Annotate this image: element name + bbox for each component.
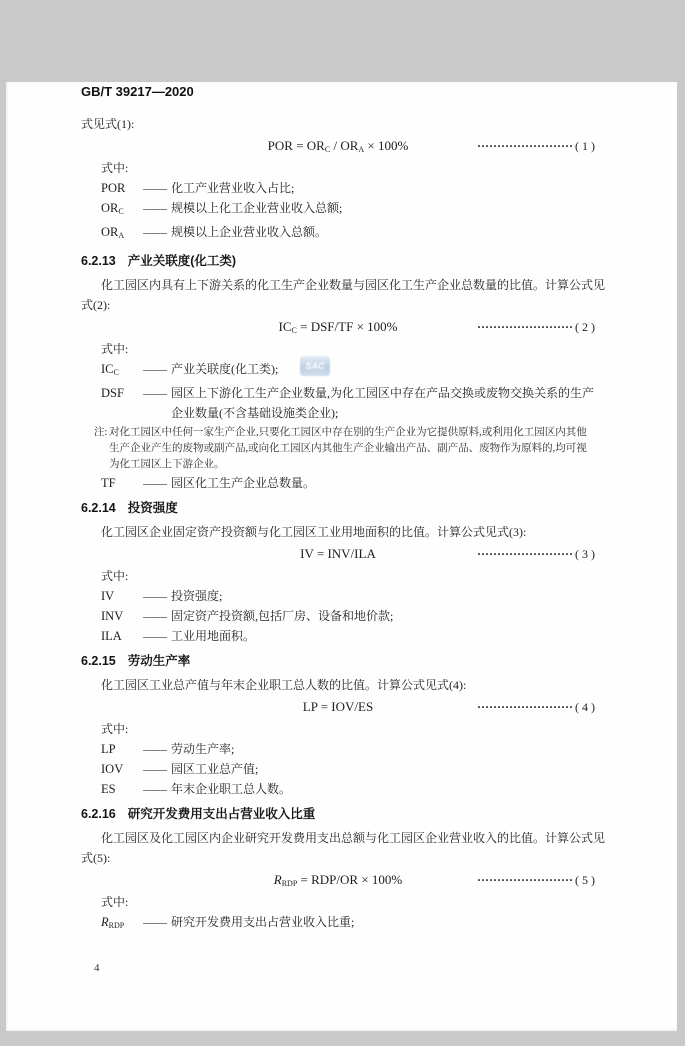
formula-4-leader (477, 697, 595, 717)
definition-text: 投资强度; (171, 589, 223, 603)
definition-term: $IC_C$ (101, 362, 119, 377)
formula-4 (81, 697, 595, 717)
section-paragraph-continuation: 式(5): (81, 851, 111, 865)
em-dash: —— (143, 782, 167, 796)
section-title: 投资强度 (127, 501, 178, 515)
formula-2-leader (477, 317, 595, 337)
definition-term: DSF (101, 386, 124, 400)
definition-text: 规模以上化工企业营业收入总额; (171, 201, 343, 215)
section-heading-6-2-15 (81, 651, 595, 671)
em-dash: —— (143, 742, 167, 756)
em-dash: —— (143, 181, 167, 195)
em-dash: —— (143, 362, 167, 376)
equation-number: ( 4 ) (575, 700, 595, 714)
formula-5 (81, 870, 595, 890)
equation-number: ( 2 ) (575, 320, 595, 334)
section-heading-6-2-16 (81, 804, 595, 824)
definition-row (81, 912, 595, 936)
section-number: 6.2.16 (81, 807, 116, 821)
definition-text: 规模以上企业营业收入总额。 (171, 225, 328, 239)
where-label: 式中: (101, 895, 129, 909)
definition-term: LP (101, 742, 116, 756)
document-page (6, 82, 677, 1031)
definition-row (81, 759, 595, 779)
formula-4-expression: LP = IOV/ES (302, 699, 374, 714)
definition-row (81, 586, 595, 606)
definition-text: 园区上下游化工生产企业数量,为化工园区中存在产品交换或废物交换关系的生产企业数量(不含基础设施类企业); (171, 386, 595, 420)
definition-term: TF (101, 476, 116, 490)
definition-text: 研究开发费用支出占营业收入比重; (171, 915, 355, 929)
section-number: 6.2.13 (81, 254, 116, 268)
equation-number: ( 5 ) (575, 873, 595, 887)
formula-1-expression: POR = $OR_C / OR_A \times 100\%$ (267, 138, 409, 154)
doc-code: GB/T 39217—2020 (81, 84, 194, 99)
em-dash: —— (143, 201, 167, 215)
definition-text: 年末企业职工总人数。 (171, 782, 292, 796)
section-paragraph: 化工园区工业总产值与年末企业职工总人数的比值。计算公式见式(4): (101, 678, 467, 692)
section-title: 产业关联度(化工类) (127, 254, 237, 268)
where-label: 式中: (101, 161, 129, 175)
dotted-leader: ························ (476, 700, 573, 714)
definition-term: ILA (101, 629, 122, 643)
em-dash: —— (143, 225, 167, 239)
dotted-leader: ························ (476, 873, 573, 887)
definition-term: IOV (101, 762, 124, 776)
formula-3 (81, 544, 595, 564)
em-dash: —— (143, 476, 167, 490)
definition-row (81, 606, 595, 626)
equation-number: ( 1 ) (575, 139, 595, 153)
definition-row (81, 359, 595, 383)
section-number: 6.2.14 (81, 501, 116, 515)
definition-row (81, 739, 595, 759)
definition-term: INV (101, 609, 124, 623)
formula-2-expression: $IC_C = DSF/TF \times 100\%$ (278, 319, 398, 335)
section-paragraph: 化工园区内具有上下游关系的化工生产企业数量与园区化工生产企业总数量的比值。计算公式见 (101, 278, 606, 292)
section-paragraph: 化工园区企业固定资产投资额与化工园区工业用地面积的比值。计算公式见式(3): (101, 525, 527, 539)
em-dash: —— (143, 915, 167, 929)
formula-5-leader (477, 870, 595, 890)
formula-3-leader (477, 544, 595, 564)
note-block (81, 425, 595, 473)
definition-term: IV (101, 589, 115, 603)
sac-watermark: SAC (300, 356, 330, 376)
em-dash: —— (143, 386, 167, 400)
definition-row (81, 383, 595, 423)
definition-row (81, 473, 595, 493)
definition-term: ES (101, 782, 116, 796)
where-label: 式中: (101, 342, 129, 356)
definition-text: 产业关联度(化工类); (171, 362, 279, 376)
em-dash: —— (143, 609, 167, 623)
formula-5-expression: $R_{RDP} = RDP/OR \times 100\%$ (273, 872, 403, 888)
section-number: 6.2.15 (81, 654, 116, 668)
dotted-leader: ························ (476, 547, 573, 561)
definition-text: 劳动生产率; (171, 742, 235, 756)
equation-number: ( 3 ) (575, 547, 595, 561)
definition-row (81, 626, 595, 646)
section-heading-6-2-13 (81, 251, 595, 271)
formula-1 (81, 136, 595, 156)
formula-2 (81, 317, 595, 337)
formula-1-leader (477, 136, 595, 156)
definition-text: 园区工业总产值; (171, 762, 259, 776)
definition-text: 工业用地面积。 (171, 629, 256, 643)
note-text: 对化工园区中任何一家生产企业,只要化工园区中存在别的生产企业为它提供原料,或利用化工园区内其他生产企业产生的废物或副产品,或向化工园区内其他生产企业输出产品、副产品、废物作为原料的,均可视为化工园区上下游企业。 (109, 427, 587, 470)
section-paragraph-continuation: 式(2): (81, 298, 111, 312)
note-label: 注: (94, 427, 108, 438)
em-dash: —— (143, 762, 167, 776)
page-number: 4 (94, 962, 100, 974)
definition-row (81, 198, 595, 222)
definition-row (81, 178, 595, 198)
formula-3-expression: IV = INV/ILA (300, 546, 376, 561)
definition-text: 园区化工生产企业总数量。 (171, 476, 316, 490)
definition-text: 化工产业营业收入占比; (171, 181, 295, 195)
section-heading-6-2-14 (81, 498, 595, 518)
em-dash: —— (143, 629, 167, 643)
definition-term: $OR_A$ (101, 225, 125, 240)
section-title: 劳动生产率 (127, 654, 191, 668)
definition-row (81, 222, 595, 246)
where-label: 式中: (101, 569, 129, 583)
section-paragraph: 化工园区及化工园区内企业研究开发费用支出总额与化工园区企业营业收入的比值。计算公式见 (101, 831, 606, 845)
em-dash: —— (143, 589, 167, 603)
definition-term: $OR_C$ (101, 201, 124, 216)
definition-text: 固定资产投资额,包括厂房、设备和地价款; (171, 609, 394, 623)
section-title: 研究开发费用支出占营业收入比重 (127, 807, 316, 821)
intro-lead-line: 式见式(1): (81, 117, 135, 131)
definition-term: POR (101, 181, 126, 195)
definition-term: $R_{RDP}$ (101, 915, 125, 930)
definition-row (81, 779, 595, 799)
where-label: 式中: (101, 722, 129, 736)
dotted-leader: ························ (476, 139, 573, 153)
dotted-leader: ························ (476, 320, 573, 334)
